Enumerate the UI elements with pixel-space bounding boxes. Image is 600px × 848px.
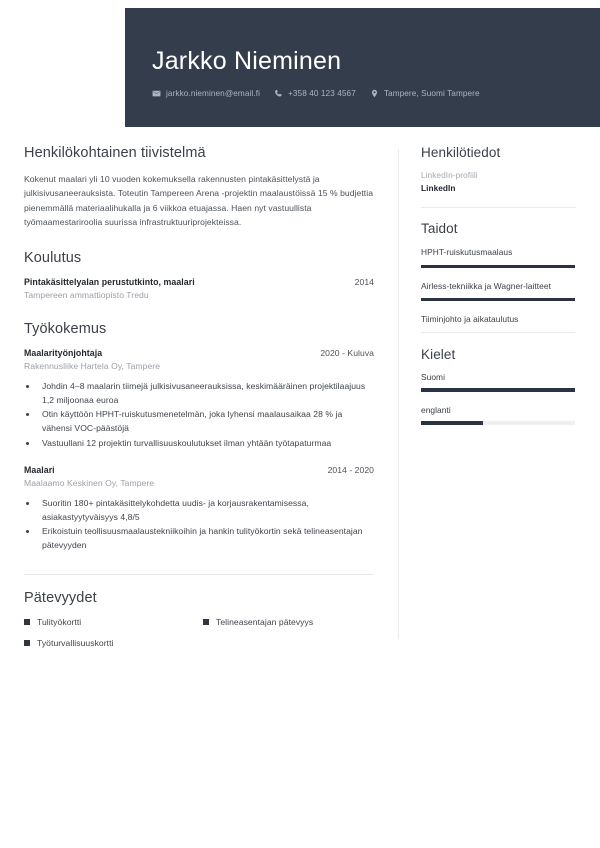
sidebar-divider [421,207,576,208]
skill-item [421,280,576,302]
contact-phone-text: +358 40 123 4567 [288,89,356,98]
linkedin-label: LinkedIn-profiili [421,170,478,180]
skill-item [421,313,576,333]
language-level-track [421,421,575,425]
sidebar-column [421,145,576,439]
contact-location-text: Tampere, Suomi Tampere [383,89,480,98]
education-entry [24,277,374,300]
experience-entry-head [24,465,374,475]
qualification-label: Työturvallisuuskortti [37,637,114,648]
experience-entry-title: Maalari [24,465,55,476]
language-level-fill [421,388,575,392]
experience-entry-subtitle: Rakennusliike Hartela Oy, Tampere [24,361,161,372]
summary-text: Kokenut maalari yli 10 vuoden kokemuksella rakennusten pintakäsittelystä ja julkisivusaneerauksista. Toteutin Tampereen Arena -projektin maalaustöissä 15 % budjettia pienemmällä materiaalihukalla ja 6 viikkoa etuajassa. Haen nyt vastuullista työmaamestariroolia suurissa infrastruktuuriprojekteissa. [24,174,374,227]
skill-label: Airless-tekniikka ja Wagner-laitteet [421,280,551,291]
education-entry-title: Pintakäsittelyalan perustutkinto, maalari [24,277,195,288]
experience-entry-title: Maalarityönjohtaja [24,348,103,359]
square-bullet-icon [203,619,209,625]
section-title-education: Koulutus [24,250,82,267]
language-level-track [421,388,575,392]
section-summary [24,145,374,229]
experience-entry [24,465,374,552]
list-item: • Johdin 4–8 maalarin tiimejä julkisivusaneerauksissa, keskimääräinen projektilaajuus 1,2 miljoonaa euroa [38,380,374,407]
linkedin-value[interactable]: LinkedIn [421,183,456,193]
experience-entry-subtitle: Maalaamo Keskinen Oy, Tampere [24,478,155,489]
language-label: Suomi [421,371,445,382]
skill-level-track [421,332,575,333]
qualification-label: Telineasentajan pätevyys [216,616,314,627]
section-title-qualifications: Pätevyydet [24,589,97,606]
experience-bullet-list [38,380,374,450]
contact-row [152,89,600,98]
section-title-skills: Taidot [421,221,458,236]
location-pin-icon [370,89,379,98]
qualification-item [24,638,195,648]
list-item: • Otin käyttöön HPHT-ruiskutusmenetelmän, joka lyhensi maalausaikaa 28 % ja vähensi VOC-päästöjä [38,408,374,435]
skill-level-fill [421,265,575,268]
language-item [421,405,576,425]
contact-phone[interactable] [274,89,356,98]
qualification-label: Tulityökortti [37,616,82,627]
language-label: englanti [421,404,451,415]
skill-label: Tiiminjohto ja aikataulutus [421,314,519,325]
section-qualifications [24,590,374,648]
email-icon [152,89,161,98]
section-title-summary: Henkilökohtainen tiivistelmä [24,145,206,161]
experience-entry [24,348,374,450]
section-languages [421,347,576,425]
section-title-experience: Työkokemus [24,321,107,338]
list-item: • Erikoistuin teollisuusmaalaustekniikoihin ja hankin tulityökortin sekä telineasentajan pätevyyden [38,525,374,552]
candidate-name: Jarkko Nieminen [152,47,342,75]
experience-entry-head [24,348,374,358]
qualification-grid [24,617,374,648]
section-education [24,250,374,300]
skill-label: HPHT-ruiskutusmaalaus [421,247,513,257]
main-column [24,145,374,669]
education-entry-date: 2014 [354,277,374,288]
list-item: • Suoritin 180+ pintakäsittelykohdetta uudis- ja korjausrakentamisessa, asiakastyytyväisyys 4,8/5 [38,497,374,524]
list-item: • Vastuullani 12 projektin turvallisuuskoulutukset ilman yhtään työtapaturmaa [38,437,374,451]
square-bullet-icon [24,619,30,625]
language-level-fill [421,421,483,425]
phone-icon [274,89,283,98]
skill-level-track [421,265,575,268]
experience-bullet-list [38,497,374,552]
section-experience [24,321,374,552]
experience-entry-date: 2014 - 2020 [327,465,374,476]
section-title-personal-info: Henkilötiedot [421,145,501,160]
education-entry-subtitle: Tampereen ammattiopisto Tredu [24,290,149,301]
qualification-item [203,617,374,627]
skill-item [421,246,576,268]
square-bullet-icon [24,640,30,646]
education-entry-head [24,277,374,287]
contact-email-text: jarkko.nieminen@email.fi [166,89,260,98]
section-personal-info [421,145,576,193]
contact-email[interactable] [152,89,260,98]
section-skills [421,221,576,333]
section-divider [24,574,374,575]
resume-header [125,8,600,127]
skill-level-fill [421,298,575,301]
section-title-languages: Kielet [421,346,456,362]
contact-location[interactable] [370,89,480,98]
qualification-item [24,617,195,627]
experience-entry-date: 2020 - Kuluva [320,348,374,359]
skill-level-track [421,298,575,301]
language-item [421,372,576,392]
column-divider [398,149,399,639]
